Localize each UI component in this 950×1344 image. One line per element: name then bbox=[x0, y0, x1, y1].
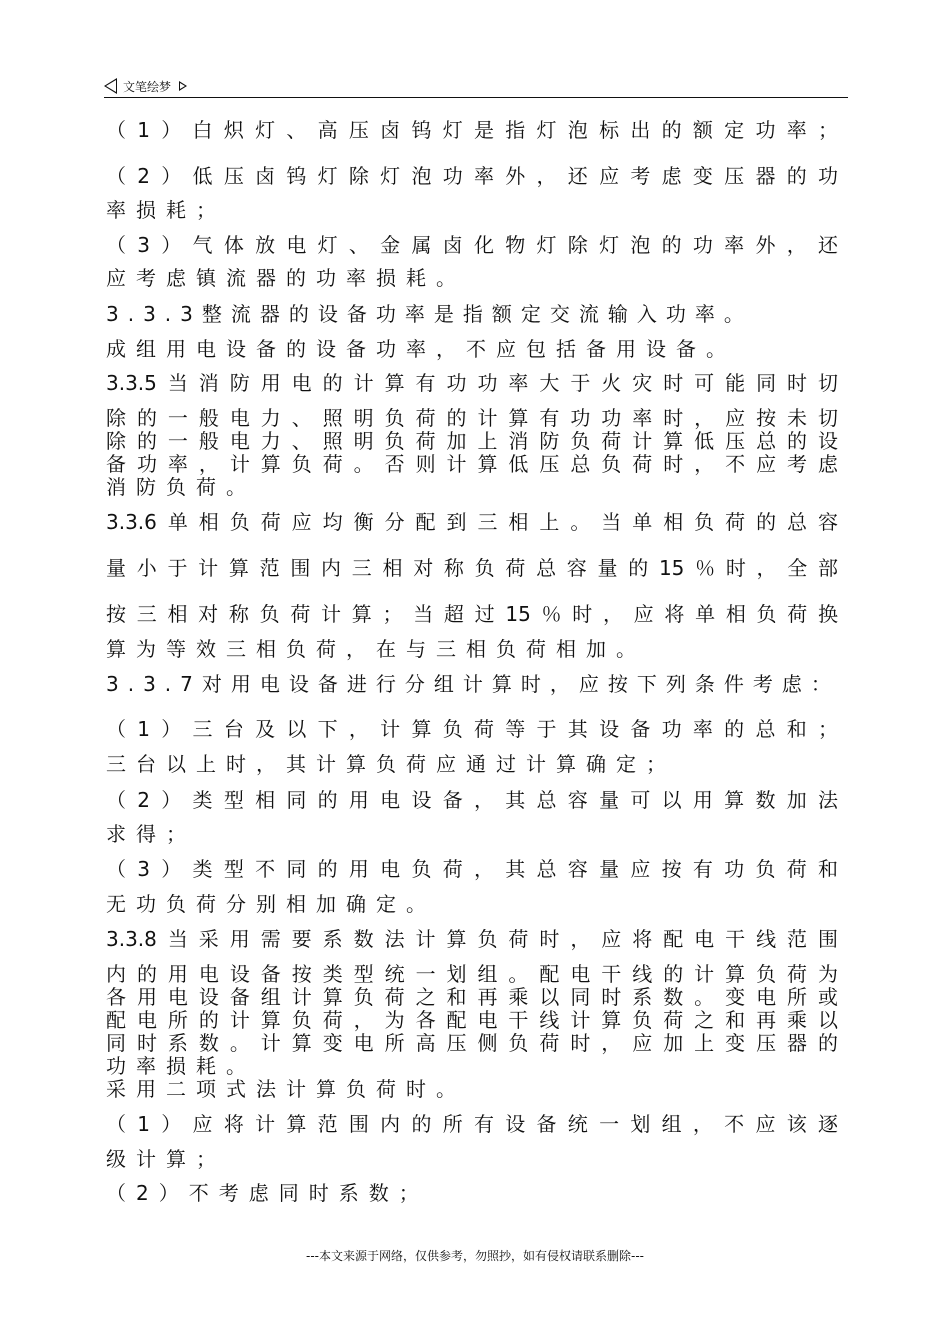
text-line: 三台以上时，其计算负荷应通过计算确定； bbox=[106, 752, 676, 776]
triangle-right-icon bbox=[179, 81, 187, 91]
text-line: 应考虑镇流器的功率损耗。 bbox=[106, 266, 466, 290]
text-line: 备功率，计算负荷。否则计算低压总负荷时，不应考虑 bbox=[106, 452, 838, 476]
text-line: 3.3.5当消防用电的计算有功功率大于火灾时可能同时切 bbox=[106, 371, 838, 395]
text-line: 3.3.7对用电设备进行分组计算时，应按下列条件考虑： bbox=[106, 672, 840, 696]
text-line: 内的用电设备按类型统一划组。配电干线的计算负荷为 bbox=[106, 962, 838, 986]
text-line: 配电所的计算负荷，为各配电干线计算负荷之和再乘以 bbox=[106, 1008, 838, 1032]
text-line: （1）三台及以下，计算负荷等于其设备功率的总和； bbox=[106, 717, 838, 741]
text-line: 无功负荷分别相加确定。 bbox=[106, 892, 436, 916]
text-line: （2）类型相同的用电设备，其总容量可以用算数加法 bbox=[106, 788, 838, 812]
text-line: 除的一般电力、照明负荷加上消防负荷计算低压总的设 bbox=[106, 429, 838, 453]
text-line: 率损耗； bbox=[106, 198, 226, 222]
text-line: 同时系数。计算变电所高压侧负荷时，应加上变压器的 bbox=[106, 1031, 838, 1055]
text-line: 采用二项式法计算负荷时。 bbox=[106, 1077, 466, 1101]
text-line: 3.3.6单相负荷应均衡分配到三相上。当单相负荷的总容 bbox=[106, 510, 838, 534]
text-line: （2）低压卤钨灯除灯泡功率外，还应考虑变压器的功 bbox=[106, 164, 838, 188]
text-line: 量小于计算范围内三相对称负荷总容量的15％时，全部 bbox=[106, 556, 838, 580]
text-line: 成组用电设备的设备功率，不应包括备用设备。 bbox=[106, 337, 736, 361]
text-line: 3.3.3整流器的设备功率是指额定交流输入功率。 bbox=[106, 302, 753, 326]
text-line: 算为等效三相负荷，在与三相负荷相加。 bbox=[106, 637, 646, 661]
text-line: （3）类型不同的用电负荷，其总容量应按有功负荷和 bbox=[106, 857, 838, 881]
text-line: 按三相对称负荷计算；当超过15％时，应将单相负荷换 bbox=[106, 602, 838, 626]
footer-disclaimer: ---本文来源于网络，仅供参考，勿照抄，如有侵权请联系删除--- bbox=[306, 1249, 644, 1263]
text-line: （3）气体放电灯、金属卤化物灯除灯泡的功率外，还 bbox=[106, 233, 838, 257]
text-line: 各用电设备组计算负荷之和再乘以同时系数。变电所或 bbox=[106, 985, 838, 1009]
text-line: 除的一般电力、照明负荷的计算有功功率时，应按未切 bbox=[106, 406, 838, 430]
text-line: 求得； bbox=[106, 822, 196, 846]
text-line: （1）白炽灯、高压卤钨灯是指灯泡标出的额定功率； bbox=[106, 118, 838, 142]
text-line: 3.3.8当采用需要系数法计算负荷时，应将配电干线范围 bbox=[106, 927, 838, 951]
text-line: （2）不考虑同时系数； bbox=[106, 1181, 429, 1205]
text-line: 级计算； bbox=[106, 1147, 226, 1171]
header-title: 文笔绘梦 bbox=[123, 79, 172, 94]
page-header bbox=[104, 74, 187, 98]
text-line: （1）应将计算范围内的所有设备统一划组，不应该逐 bbox=[106, 1112, 838, 1136]
text-line: 消防负荷。 bbox=[106, 475, 256, 499]
triangle-left-icon bbox=[104, 78, 117, 94]
text-line: 功率损耗。 bbox=[106, 1054, 256, 1078]
header-rule bbox=[104, 97, 848, 98]
